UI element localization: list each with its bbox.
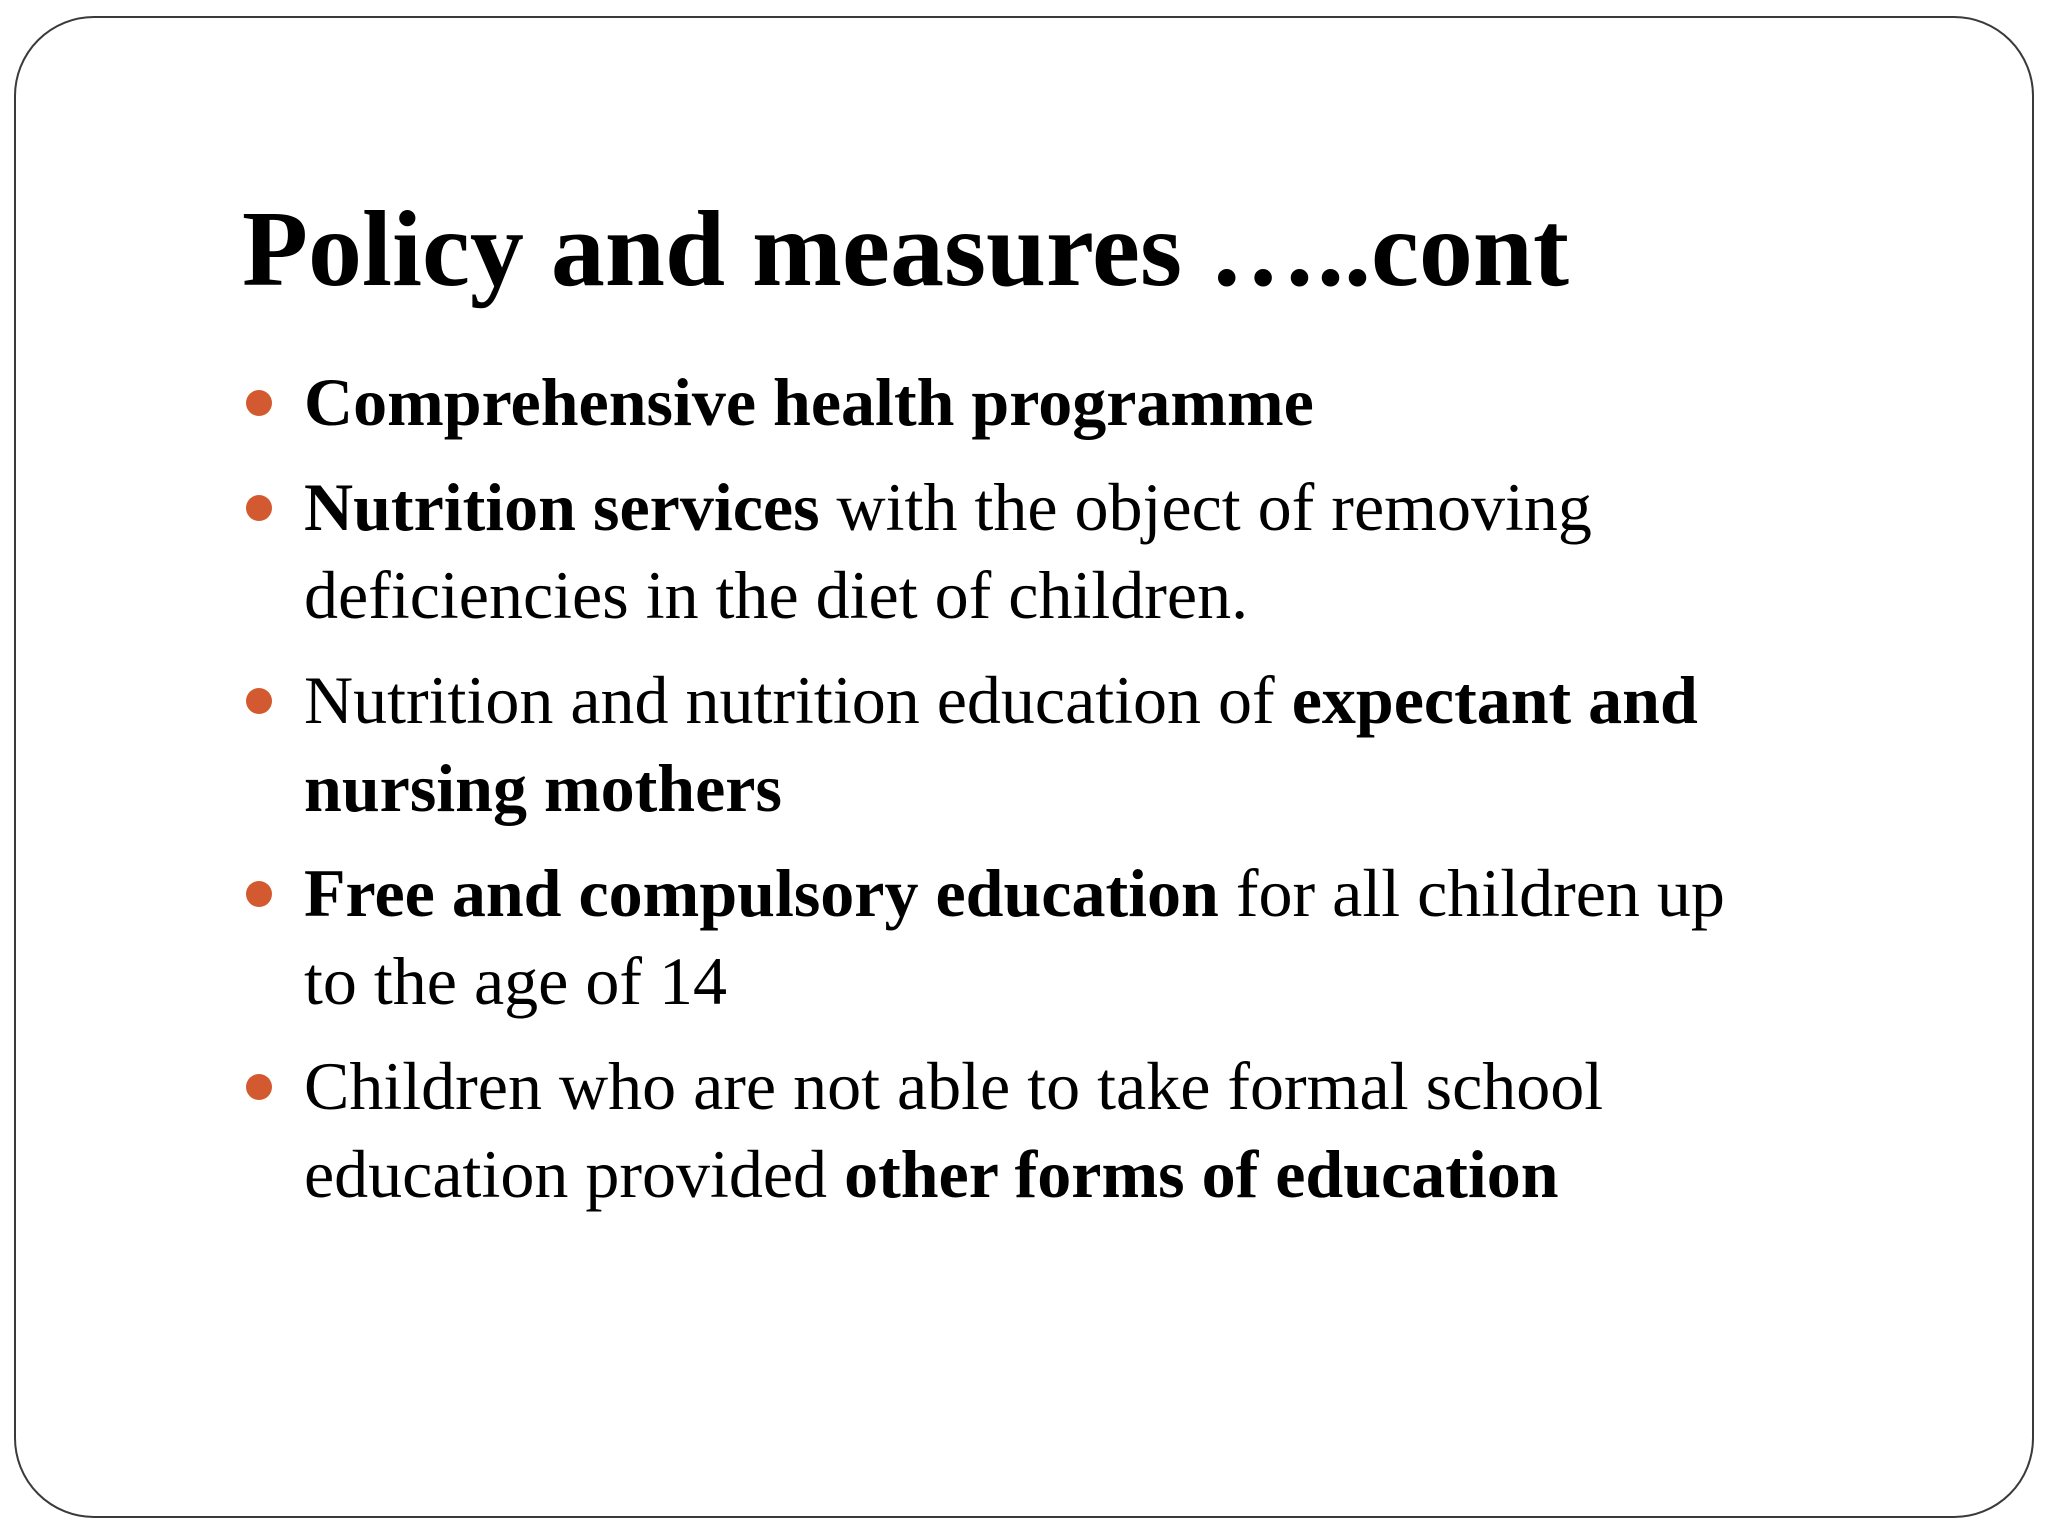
bullet-text: education provided	[304, 1136, 845, 1212]
bullet-line	[304, 551, 1922, 639]
bullet-text: deficiencies in the diet of children.	[304, 557, 1249, 633]
bullet-item	[242, 463, 1922, 639]
bullet-text: with the object of removing	[819, 469, 1592, 545]
bullet-dot-icon	[246, 390, 272, 416]
bullet-line	[304, 849, 1922, 937]
bullet-line	[304, 358, 1922, 446]
bullet-text: Free and compulsory education	[304, 855, 1219, 931]
bullet-text: Nutrition services	[304, 469, 820, 545]
bullet-line	[304, 463, 1922, 551]
bullet-line	[304, 656, 1922, 744]
bullet-text: to the age of 14	[304, 943, 727, 1019]
bullet-text: for all children up	[1218, 855, 1725, 931]
slide	[14, 16, 2034, 1518]
bullet-text: other forms of education	[844, 1136, 1559, 1212]
bullet-line	[304, 744, 1922, 832]
bullet-dot-icon	[246, 495, 272, 521]
bullet-dot-icon	[246, 1074, 272, 1100]
bullet-item	[242, 358, 1922, 446]
bullet-list	[242, 358, 1922, 1235]
bullet-text: Children who are not able to take formal school	[304, 1048, 1604, 1124]
bullet-dot-icon	[246, 881, 272, 907]
slide-title: Policy and measures …..cont	[242, 190, 1569, 309]
bullet-text: nursing mothers	[304, 750, 782, 826]
bullet-text: Nutrition and nutrition education of	[304, 662, 1292, 738]
bullet-text: Comprehensive health programme	[304, 364, 1314, 440]
bullet-text: expectant and	[1291, 662, 1698, 738]
bullet-item	[242, 1042, 1922, 1218]
bullet-line	[304, 937, 1922, 1025]
bullet-line	[304, 1042, 1922, 1130]
bullet-dot-icon	[246, 688, 272, 714]
bullet-item	[242, 849, 1922, 1025]
bullet-item	[242, 656, 1922, 832]
bullet-line	[304, 1130, 1922, 1218]
